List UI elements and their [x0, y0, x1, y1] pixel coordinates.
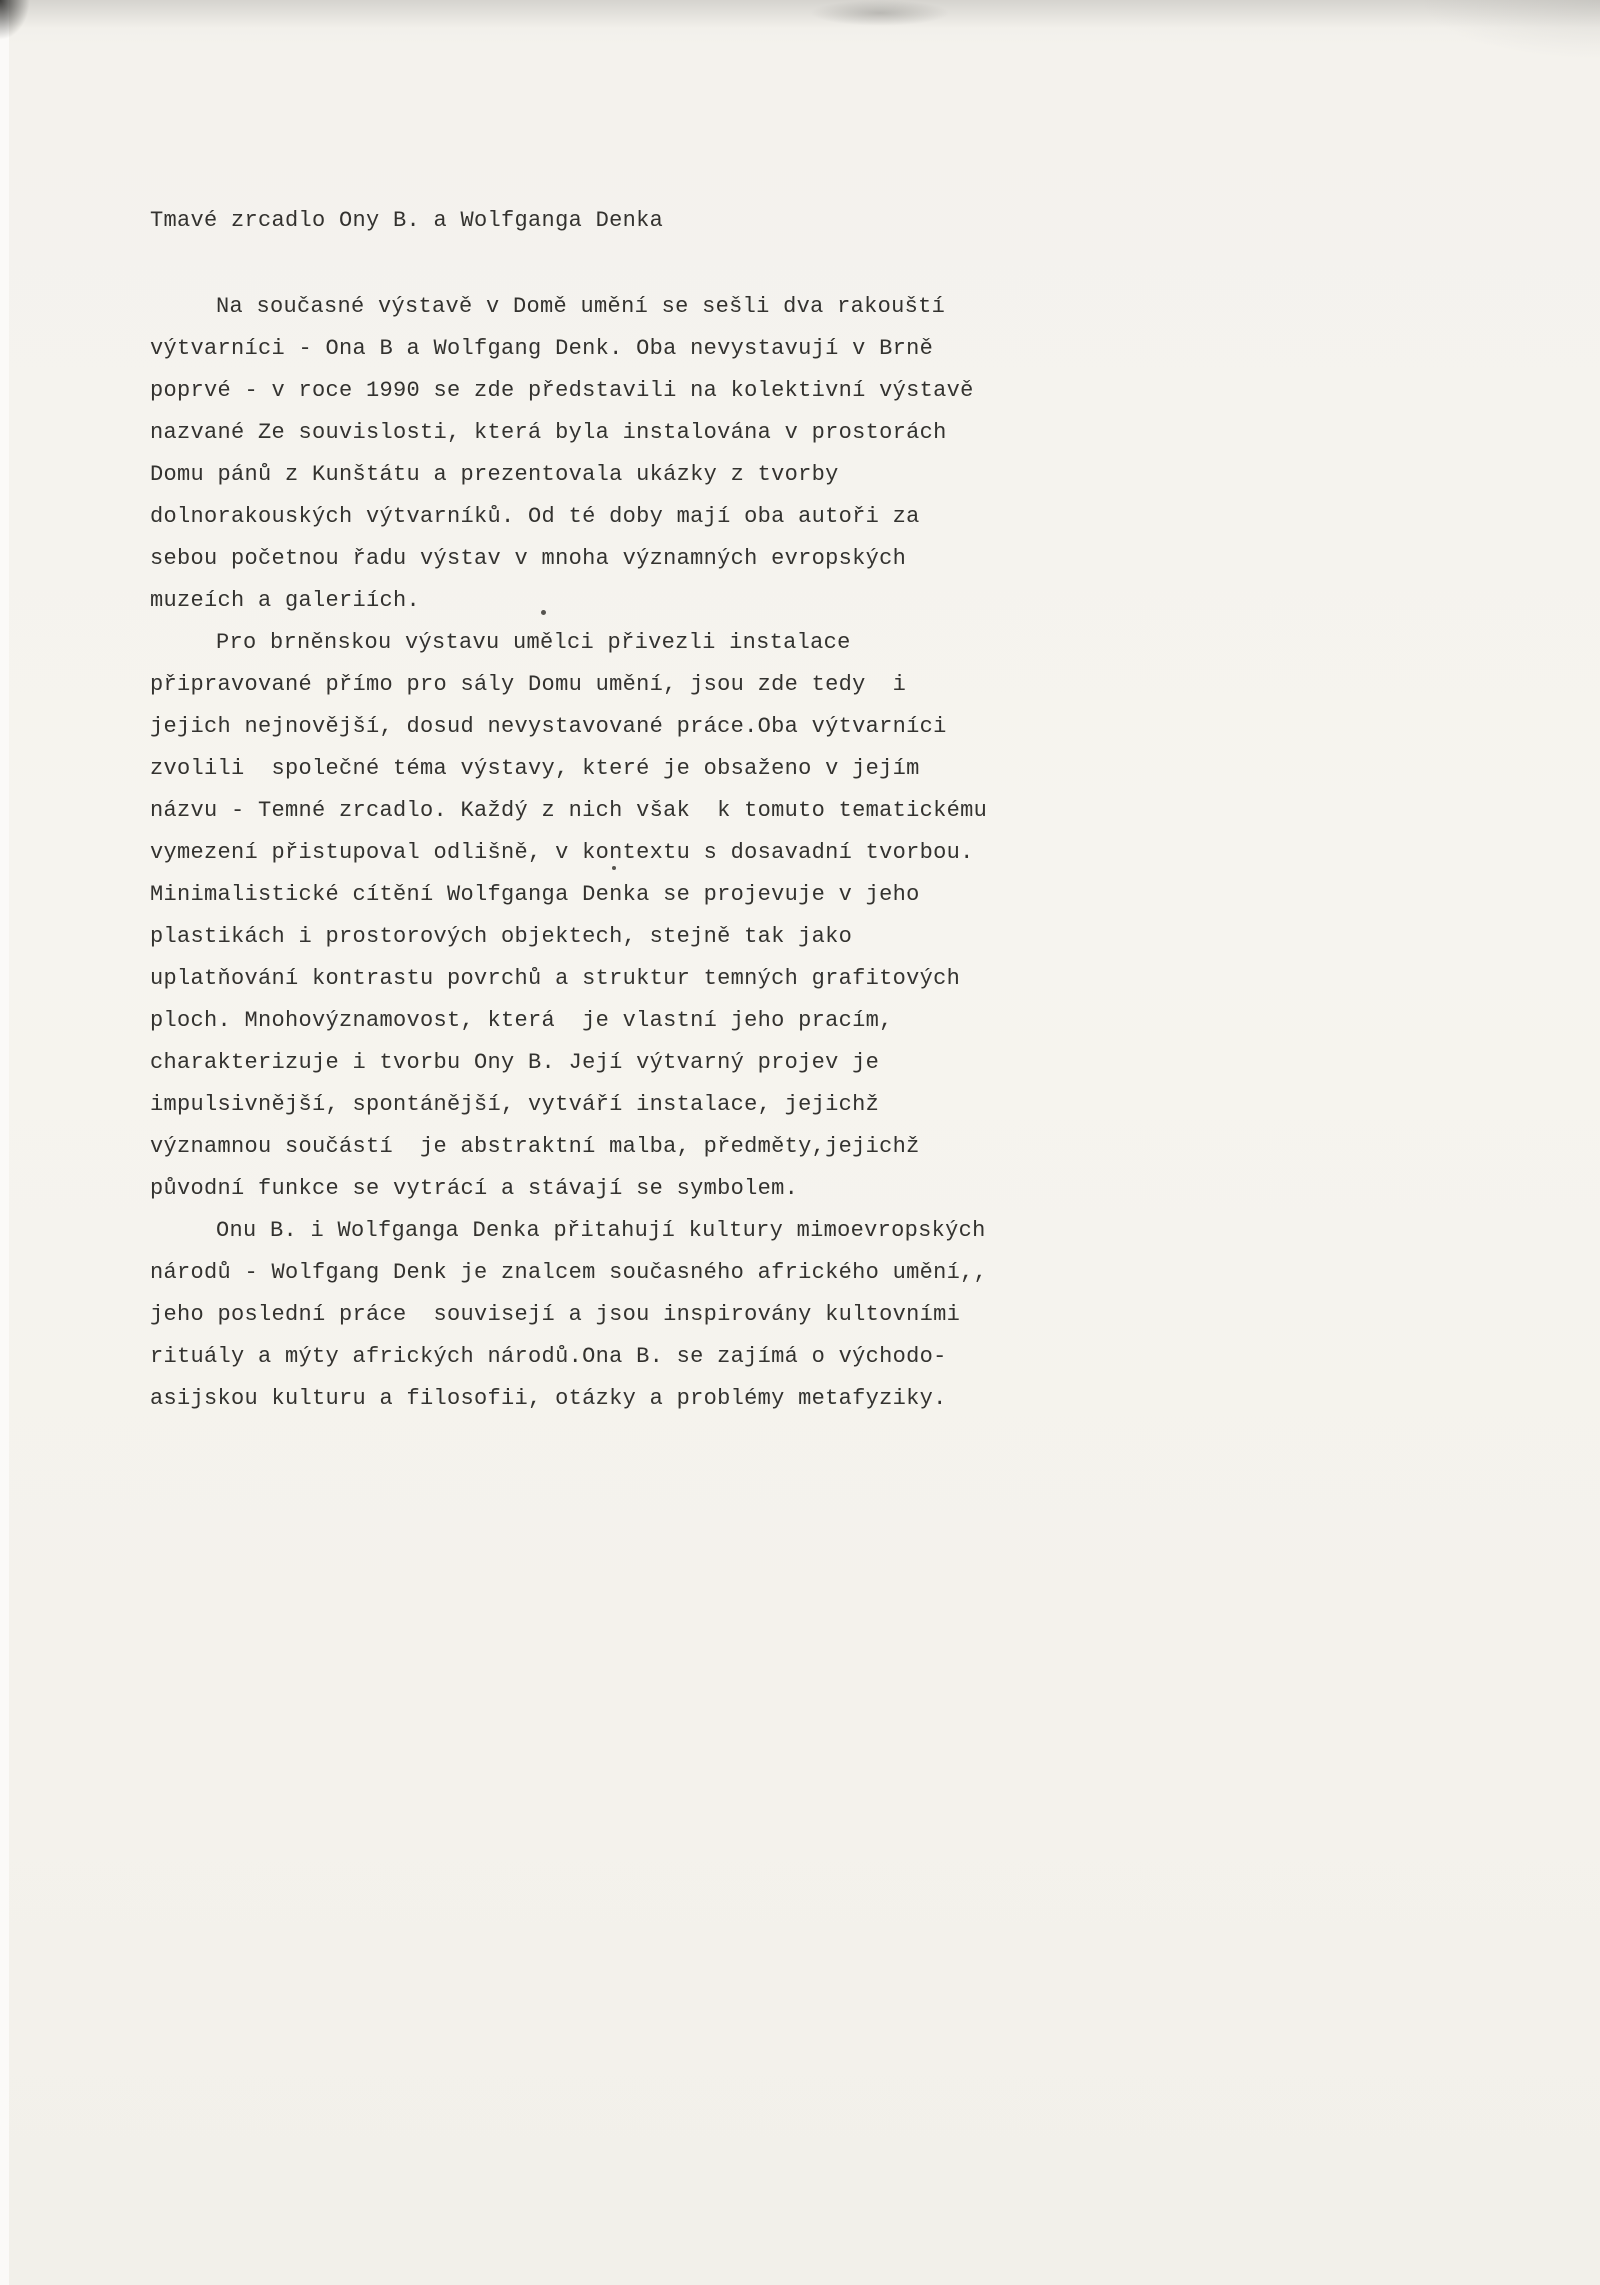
text-line: asijskou kulturu a filosofii, otázky a problémy metafyziky. — [150, 1386, 947, 1411]
document-title: Tmavé zrcadlo Ony B. a Wolfganga Denka — [150, 208, 664, 233]
scanner-edge — [0, 0, 9, 2285]
text-line: Onu B. i Wolfganga Denka přitahují kultury mimoevropských — [216, 1218, 986, 1243]
ink-speck — [541, 610, 546, 615]
text-line: jeho poslední práce souvisejí a jsou inspirovány kultovními — [150, 1302, 961, 1327]
text-line: výtvarníci - Ona B a Wolfgang Denk. Oba nevystavují v Brně — [150, 336, 934, 361]
text-line: původní funkce se vytrácí a stávají se symbolem. — [150, 1176, 799, 1201]
text-line: Domu pánů z Kunštátu a prezentovala ukázky z tvorby — [150, 462, 839, 487]
text-line: zvolili společné téma výstavy, které je obsaženo v jejím — [150, 756, 920, 781]
text-line: plastikách i prostorových objektech, stejně tak jako — [150, 924, 853, 949]
text-line: charakterizuje i tvorbu Ony B. Její výtvarný projev je — [150, 1050, 880, 1075]
text-line: názvu - Temné zrcadlo. Každý z nich však k tomuto tematickému — [150, 798, 988, 823]
text-line: uplatňování kontrastu povrchů a struktur temných grafitových — [150, 966, 961, 991]
scan-shadow-top — [0, 0, 1600, 28]
text-line: významnou součástí je abstraktní malba, předměty,jejichž — [150, 1134, 920, 1159]
scan-artifact-corner — [0, 0, 30, 40]
text-line: sebou početnou řadu výstav v mnoha významných evropských — [150, 546, 907, 571]
text-line: nazvané Ze souvislosti, která byla instalována v prostorách — [150, 420, 947, 445]
text-line: dolnorakouských výtvarníků. Od té doby mají oba autoři za — [150, 504, 920, 529]
text-line: vymezení přistupoval odlišně, v kontextu s dosavadní tvorbou. — [150, 840, 974, 865]
document — [150, 200, 1070, 1420]
text-line: rituály a mýty afrických národů.Ona B. se zajímá o východo- — [150, 1344, 947, 1369]
ink-speck — [612, 866, 616, 870]
text-line: Minimalistické cítění Wolfganga Denka se projevuje v jeho — [150, 882, 920, 907]
text-line: poprvé - v roce 1990 se zde představili na kolektivní výstavě — [150, 378, 974, 403]
text-line: jejich nejnovější, dosud nevystavované práce.Oba výtvarníci — [150, 714, 947, 739]
scan-artifact-corner-right — [1420, 0, 1600, 60]
document-body — [150, 286, 1070, 1420]
text-line: ploch. Mnohovýznamovost, která je vlastní jeho pracím, — [150, 1008, 893, 1033]
text-line: připravované přímo pro sály Domu umění, jsou zde tedy i — [150, 672, 907, 697]
text-line: národů - Wolfgang Denk je znalcem současného afrického umění,, — [150, 1260, 988, 1285]
text-line: muzeích a galeriích. — [150, 588, 421, 613]
text-line: impulsivnější, spontánější, vytváří instalace, jejichž — [150, 1092, 880, 1117]
scan-artifact-smudge — [810, 0, 950, 26]
text-line: Pro brněnskou výstavu umělci přivezli instalace — [216, 630, 851, 655]
text-line: Na současné výstavě v Domě umění se sešli dva rakouští — [216, 294, 946, 319]
